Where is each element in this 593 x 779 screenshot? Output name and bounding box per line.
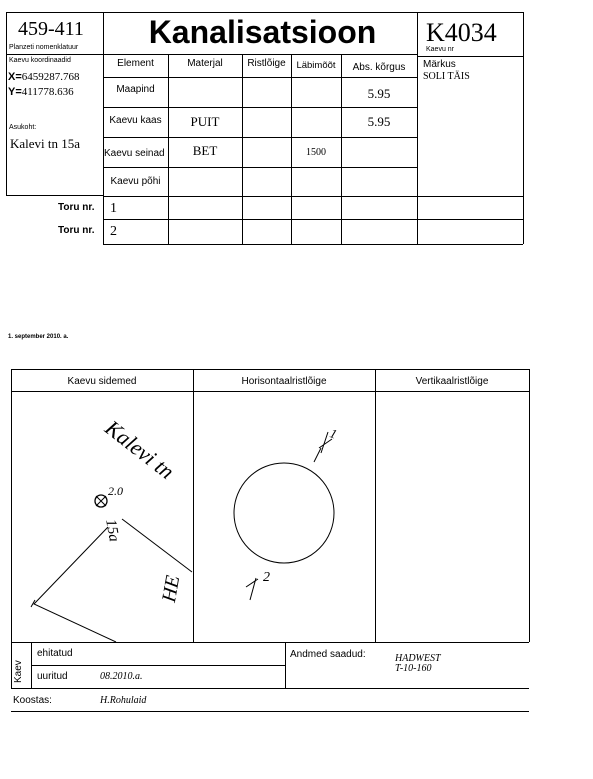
pipe1-label: 1 (327, 425, 340, 442)
sketch-mark: HE (158, 573, 185, 604)
sketch-distance: 2.0 (108, 484, 123, 498)
col-material: Materjal (187, 58, 223, 69)
map-number-label: Planzeti nomenklatuur (9, 44, 79, 51)
page-title: Kanalisatsioon (148, 14, 377, 50)
panel-title-horizontal: Horisontaalristlõige (241, 376, 327, 387)
author-label: Koostas: (13, 695, 52, 706)
surveyed-value: 08.2010.a. (100, 671, 143, 682)
data-source-value: HADWEST (395, 653, 441, 664)
col-height: Abs. kõrgus (352, 62, 406, 73)
data-source-code: T-10-160 (395, 663, 432, 674)
pipe-label: Toru nr. (58, 202, 95, 213)
horizontal-section-sketch (194, 392, 375, 642)
pipe-value: 1 (110, 201, 117, 216)
pipe2-label: 2 (263, 570, 270, 585)
date-note: 1. september 2010. a. (8, 334, 69, 340)
row-element: Kaevu põhi (110, 176, 161, 187)
row-element: Maapind (116, 84, 155, 95)
well-circle-icon (234, 463, 334, 563)
row-element: Kaevu kaas (109, 115, 162, 126)
col-remark: Märkus (423, 59, 456, 70)
coords-label: Kaevu koordinaadid (9, 57, 71, 64)
panel-title-vertical: Vertikaalristlõige (415, 376, 489, 387)
map-number: 459-411 (18, 18, 84, 40)
location-label: Asukoht: (9, 124, 37, 131)
well-number: K4034 (426, 18, 497, 47)
col-section: Ristlõige (247, 58, 286, 69)
col-diameter: Läbimõõt (296, 60, 336, 71)
panel-title-links: Kaevu sidemed (67, 376, 137, 387)
row-material: PUIT (190, 114, 220, 129)
remark-value: SOLI TÄIS (423, 71, 470, 82)
pipe-value: 2 (110, 224, 117, 239)
built-label: ehitatud (37, 648, 73, 659)
row-diameter: 1500 (306, 147, 326, 158)
sketch-street: Kalevi tn (100, 415, 180, 484)
pipe-label: Toru nr. (58, 225, 95, 236)
col-element: Element (117, 58, 154, 69)
x-coordinate: X=6459287.768 (8, 71, 80, 83)
row-material: BET (192, 143, 218, 158)
row-height: 5.95 (367, 114, 391, 129)
location-sketch (12, 392, 193, 642)
location-value: Kalevi tn 15a (10, 136, 81, 151)
sketch-house: 15a (102, 518, 122, 543)
data-source-label: Andmed saadud: (290, 649, 366, 660)
author-value: H.Rohulaid (100, 695, 147, 706)
row-height: 5.95 (367, 86, 391, 101)
side-label: Kaev (13, 660, 24, 683)
well-number-label: Kaevu nr (426, 46, 455, 53)
row-element: Kaevu seinad (104, 148, 165, 159)
surveyed-label: uuritud (37, 671, 68, 682)
y-coordinate: Y=411778.636 (8, 86, 74, 98)
